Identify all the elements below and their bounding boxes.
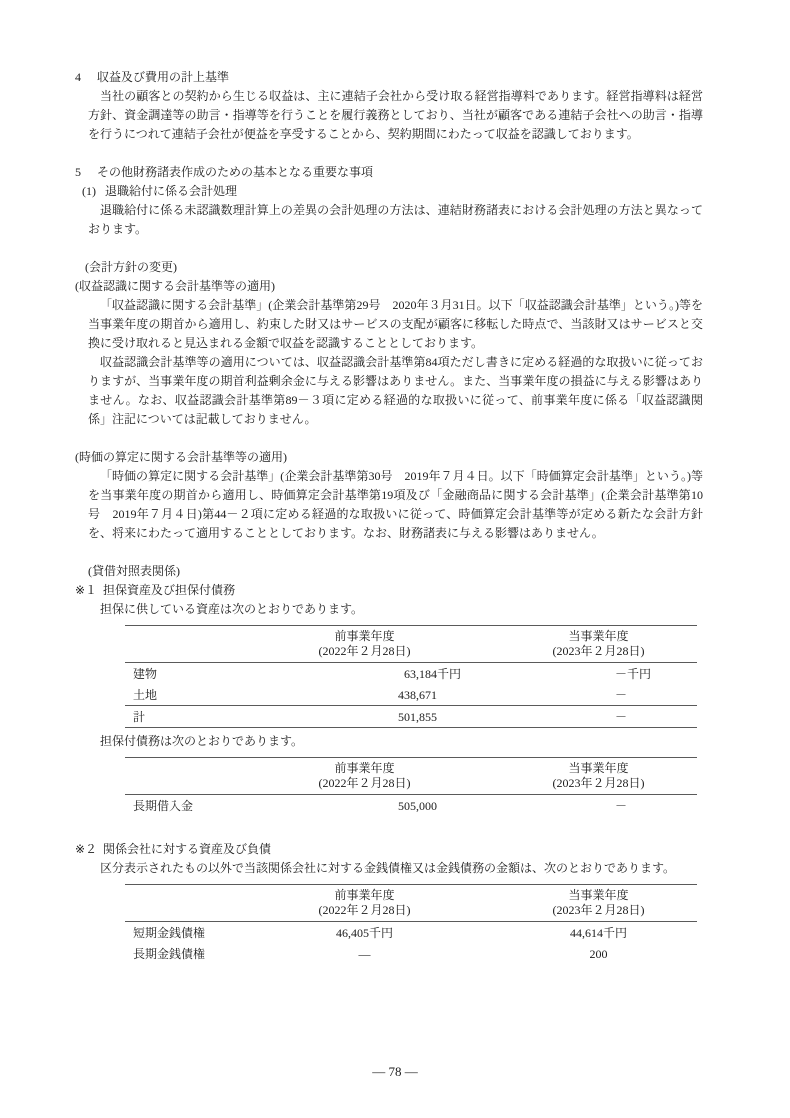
period-label: 当事業年度 <box>568 888 629 902</box>
prev-year-value: 438,671 <box>398 688 437 702</box>
note-title: 担保資産及び担保付債務 <box>103 583 236 597</box>
section-5-heading <box>75 163 703 182</box>
page-number: — 78 — <box>372 1064 418 1079</box>
note-2-heading <box>75 840 703 859</box>
empty-header-cell <box>125 758 285 795</box>
note-1-intro-debt: 担保付債務は次のとおりであります。 <box>100 734 304 748</box>
unit-label: 千円 <box>437 667 462 681</box>
section-number: 5 <box>75 165 81 179</box>
empty-header-cell <box>125 626 285 663</box>
pledged-assets-table <box>125 625 697 728</box>
revenue-recognition-paragraph-1: 「収益認識に関する会計基準」(企業会計基準第29号 2020年３月31日。以下「収益認識会計基準」という。)等を当事業年度の期首から適用し、約束した財又はサービスの支配が顧客に移転した時点で、当該財又はサービスと交換に受け取れると見込まれる金額で収益を認識することとしております。 <box>88 298 703 350</box>
period-date: (2023年２月28日) <box>552 776 645 790</box>
prev-year-value: 505,000 <box>398 799 437 813</box>
period-label: 当事業年度 <box>568 629 629 643</box>
current-year-value: －千円 <box>614 667 652 681</box>
current-year-header <box>500 885 697 922</box>
subsection-1-heading <box>82 182 703 201</box>
prev-year-value: 46,405千円 <box>335 926 393 940</box>
prev-year-header <box>285 885 500 922</box>
row-label: 土地 <box>133 688 158 702</box>
balance-sheet-notes-heading: (貸借対照表関係) <box>88 564 180 578</box>
current-year-value: － <box>500 706 697 728</box>
fair-value-paragraph: 「時価の算定に関する会計基準」(企業会計基準第30号 2019年７月４日。以下「時価算定会計基準」という。)等を当事業年度の期首から適用し、時価算定会計基準第19項及び「金融商品に関する会計基準」(企業会計基準第10号 2019年７月４日)第44－２項に定める経過的な取扱いに従って、時価算定会計基準等が定める新たな会計方針を、将来にわたって適用することとしております。なお、財務諸表に与える影響はありません。 <box>88 469 703 540</box>
period-date: (2022年２月28日) <box>318 644 411 658</box>
current-year-value: 200 <box>589 947 608 961</box>
table-header-row <box>125 885 697 922</box>
period-label: 当事業年度 <box>568 761 629 775</box>
period-label: 前事業年度 <box>334 761 395 775</box>
row-label: 長期借入金 <box>133 799 194 813</box>
prev-year-header <box>285 758 500 795</box>
section-4-paragraph: 当社の顧客との契約から生じる収益は、主に連結子会社から受け取る経営指導料であります。経営指導料は経営方針、資金調達等の助言・指導等を行うことを履行義務としており、当社が顧客である連結子会社への助言・指導を行うにつれて連結子会社が便益を享受することから、契約期間にわたって収益を認識しております。 <box>88 89 703 141</box>
table-row <box>125 663 697 685</box>
section-4-heading <box>75 68 703 87</box>
revenue-recognition-paragraph-2: 収益認識会計基準等の適用については、収益認識会計基準第84項ただし書きに定める経過的な取扱いに従っておりますが、当事業年度の期首利益剰余金に与える影響はありません。また、当事業年度の損益に与える影響はありません。なお、収益認識会計基準第89－３項に定める経過的な取扱いに従って、前事業年度に係る「収益認識関係」注記については記載しておりません。 <box>88 355 703 426</box>
prev-year-value: 501,855 <box>285 706 500 728</box>
prev-year-value: — <box>358 947 371 961</box>
period-date: (2023年２月28日) <box>552 903 645 917</box>
table-row <box>125 684 697 706</box>
revenue-recognition-heading: (収益認識に関する会計基準等の適用) <box>75 279 275 293</box>
row-label: 建物 <box>133 667 158 681</box>
period-label: 前事業年度 <box>334 629 395 643</box>
unit-label: 千円 <box>627 667 652 681</box>
period-date: (2022年２月28日) <box>318 776 411 790</box>
current-year-header <box>500 758 697 795</box>
note-1-heading <box>75 581 703 600</box>
note-marker: ※２ <box>75 842 98 856</box>
table-header-row <box>125 626 697 663</box>
prev-year-value: 63,184千円 <box>404 667 462 681</box>
fair-value-heading: (時価の算定に関する会計基準等の適用) <box>75 450 287 464</box>
table-total-row <box>125 706 697 728</box>
table-header-row <box>125 758 697 795</box>
current-year-value: － <box>614 688 627 702</box>
note-1-intro-assets: 担保に供している資産は次のとおりであります。 <box>100 602 364 616</box>
subsection-1-paragraph: 退職給付に係る未認識数理計算上の差異の会計処理の方法は、連結財務諸表における会計処理の方法と異なっております。 <box>88 203 703 236</box>
period-date: (2023年２月28日) <box>552 644 645 658</box>
policy-change-heading: (会計方針の変更) <box>85 260 177 274</box>
table-row <box>125 943 697 964</box>
secured-debt-table <box>125 757 697 816</box>
note-marker: ※１ <box>75 583 98 597</box>
section-title: その他財務諸表作成のための基本となる重要な事項 <box>97 165 374 179</box>
period-date: (2022年２月28日) <box>318 903 411 917</box>
subsection-number: (1) <box>82 184 96 198</box>
section-number: 4 <box>75 70 81 84</box>
prev-year-header <box>285 626 500 663</box>
note-2-intro: 区分表示されたもの以外で当該関係会社に対する金銭債権又は金銭債務の金額は、次のとおりであります。 <box>100 861 676 875</box>
period-label: 前事業年度 <box>334 888 395 902</box>
table-row <box>125 922 697 944</box>
current-year-value: － <box>614 799 627 813</box>
note-title: 関係会社に対する資産及び負債 <box>103 842 272 856</box>
row-label: 長期金銭債権 <box>133 947 206 961</box>
row-label: 短期金銭債権 <box>133 926 206 940</box>
section-title: 収益及び費用の計上基準 <box>97 70 230 84</box>
table-row <box>125 795 697 817</box>
related-company-table <box>125 884 697 964</box>
row-label: 計 <box>125 706 285 728</box>
subsection-title: 退職給付に係る会計処理 <box>105 184 238 198</box>
current-year-value: 44,614千円 <box>569 926 627 940</box>
empty-header-cell <box>125 885 285 922</box>
current-year-header <box>500 626 697 663</box>
